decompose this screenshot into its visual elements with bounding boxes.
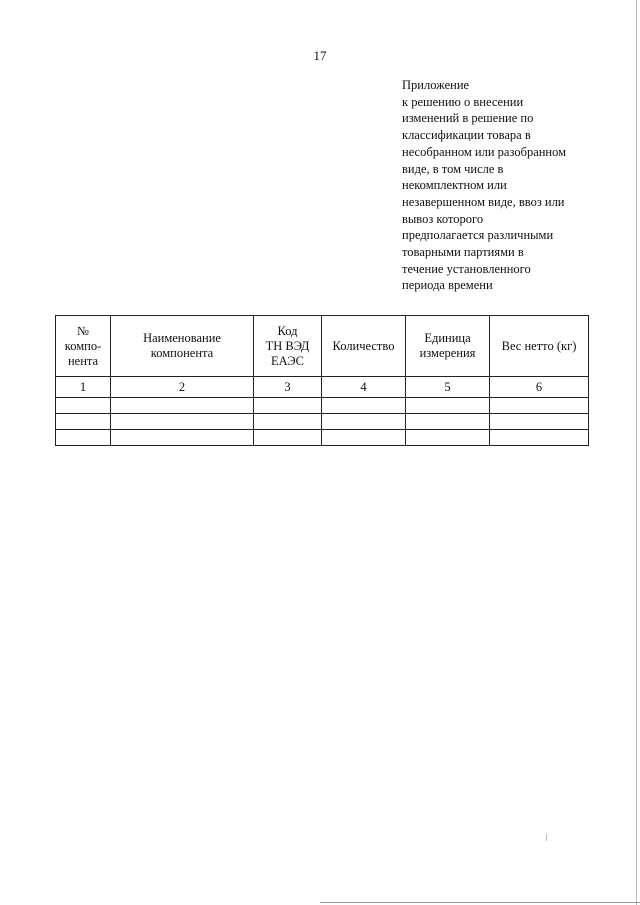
table-cell (254, 414, 322, 430)
appendix-line: классификации товара в (402, 128, 531, 143)
appendix-line: к решению о внесении (402, 94, 524, 109)
appendix-line: изменений в решение по (402, 111, 534, 126)
table-cell (56, 430, 111, 446)
table-cell (111, 414, 254, 430)
components-table (55, 315, 589, 446)
appendix-line: вывоз которого (402, 211, 484, 226)
table-cell (490, 414, 589, 430)
table-cell (406, 414, 490, 430)
table-cell (322, 430, 406, 446)
table-row (56, 414, 589, 430)
header-component-name: Наименование компонента (111, 316, 254, 377)
header-net-weight: Вес нетто (кг) (490, 316, 589, 377)
column-number: 6 (490, 377, 589, 398)
header-component-number: № компо- нента (56, 316, 111, 377)
table-column-number-row (56, 377, 589, 398)
table-cell (56, 414, 111, 430)
appendix-line: периода времени (402, 278, 493, 293)
appendix-line: некомплектном или (402, 178, 507, 193)
table-row (56, 398, 589, 414)
header-unit: Единица измерения (406, 316, 490, 377)
table-cell (406, 430, 490, 446)
table-cell (322, 398, 406, 414)
column-number: 4 (322, 377, 406, 398)
appendix-line: Приложение (402, 78, 470, 92)
components-table-wrapper (55, 315, 588, 446)
header-tn-ved-code: Код ТН ВЭД ЕАЭС (254, 316, 322, 377)
column-number: 5 (406, 377, 490, 398)
table-cell (322, 414, 406, 430)
appendix-line: течение установленного (402, 261, 531, 276)
column-number: 1 (56, 377, 111, 398)
table-row (56, 430, 589, 446)
table-cell (111, 430, 254, 446)
appendix-line: несобранном или разобранном (402, 144, 567, 159)
table-cell (490, 430, 589, 446)
appendix-line: предполагается различными (402, 228, 554, 243)
column-number: 2 (111, 377, 254, 398)
table-cell (490, 398, 589, 414)
appendix-line: виде, в том числе в (402, 161, 504, 176)
table-cell (56, 398, 111, 414)
appendix-heading (402, 77, 592, 294)
column-number: 3 (254, 377, 322, 398)
page-number: 17 (313, 48, 327, 63)
appendix-line: незавершенном виде, ввоз или (402, 194, 565, 209)
header-quantity: Количество (322, 316, 406, 377)
scan-mark (546, 834, 547, 841)
scan-bottom-edge (320, 902, 640, 903)
table-cell (254, 398, 322, 414)
table-header-row (56, 316, 589, 377)
table-cell (406, 398, 490, 414)
scan-right-edge (636, 0, 637, 905)
appendix-line: товарными партиями в (402, 245, 524, 260)
table-cell (111, 398, 254, 414)
table-cell (254, 430, 322, 446)
